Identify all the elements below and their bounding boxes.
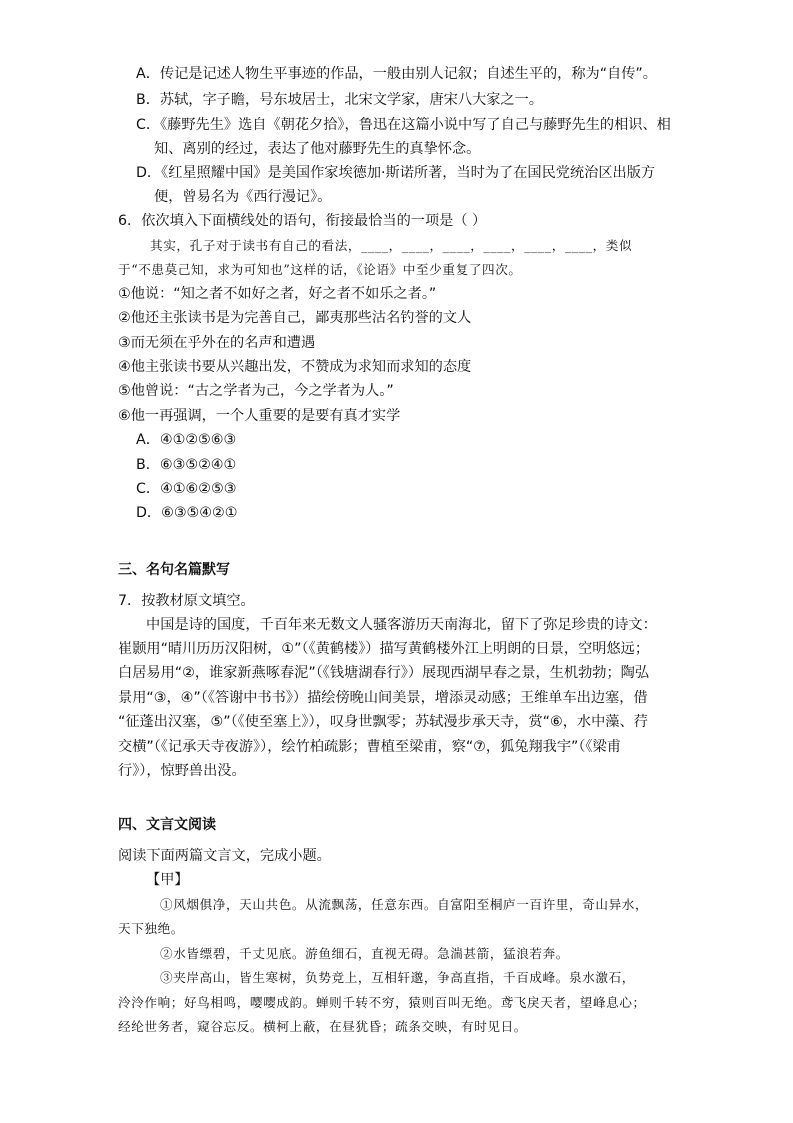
q6-sentence-2: ②他还主张读书是为完善自己，鄙夷那些沽名钓誉的文人	[118, 310, 472, 326]
q5-option-c: C．《藤野先生》选自《朝花夕拾》，鲁迅在这篇小说中写了自己与藤野先生的相识、相	[136, 117, 671, 133]
section4-intro: 阅读下面两篇文言文，完成小题。	[118, 848, 331, 864]
section3-heading: 三、名句名篇默写	[118, 562, 230, 578]
q6-choice-b: B．⑥③⑤②④①	[136, 457, 237, 473]
q6-stem: 6．依次填入下面横线处的语句，衔接最恰当的一项是（ ）	[118, 213, 487, 229]
q6-passage-line1: 其实，孔子对于读书有自己的看法，____，____，____，____，____，____，类似	[150, 238, 633, 253]
q6-sentence-5: ⑤他曾说：“古之学者为己，今之学者为人。”	[118, 383, 394, 399]
q6-sentence-4: ④他主张读书要从兴趣出发，不赞成为求知而求知的态度	[118, 359, 472, 375]
q7-line-7: 行》），惊野兽出没。	[118, 763, 246, 779]
q6-sentence-1: ①他说：“知之者不如好之者，好之者不如乐之者。”	[118, 286, 437, 302]
jia-para1-line1: ①风烟俱净，天山共色。从流飘荡，任意东西。自富阳至桐庐一百许里，奇山异水，	[160, 897, 649, 912]
q7-line-4: 景用“③，④”（《答谢中书书》）描绘傍晚山间美景，增添灵动感；王维单车出边塞，借	[118, 690, 648, 706]
q6-sentence-3: ③而无须在乎外在的名声和遭遇	[118, 335, 316, 351]
jia-para3-line3: 经纶世务者，窥谷忘反。横柯上蔽，在昼犹昏；疏条交映，有时见日。	[118, 1019, 528, 1034]
jia-label: 【甲】	[146, 872, 189, 888]
q7-stem: 7．按教材原文填空。	[118, 593, 255, 609]
q6-choice-d: D．⑥③⑤④②①	[136, 505, 238, 521]
q5-option-d-cont: 便，曾易名为《西行漫记》。	[154, 189, 332, 205]
q6-choice-a: A．④①②⑤⑥③	[136, 432, 237, 448]
q5-option-d: D．《红星照耀中国》是美国作家埃德加·斯诺所著，当时为了在国民党统治区出版方	[136, 165, 656, 181]
jia-para3-line1: ③夹岸高山，皆生寒树，负势竞上，互相轩邈，争高直指，千百成峰。泉水激石，	[160, 970, 635, 985]
q7-line-2: 崔颢用“晴川历历汉阳树，①”（《黄鹤楼》）描写黄鹤楼外江上明朗的日景，空明悠远；	[118, 641, 650, 657]
q6-sentence-6: ⑥他一再强调，一个人重要的是要有真才实学	[118, 408, 401, 424]
q7-line-1: 中国是诗的国度，千百年来无数文人骚客游历天南海北，留下了弥足珍贵的诗文：	[146, 617, 657, 633]
q7-line-3: 白居易用“②，谁家新燕啄春泥”（《钱塘湖春行》）展现西湖早春之景，生机勃勃；陶弘	[118, 665, 650, 681]
jia-para2-line1: ②水皆缥碧，千丈见底。游鱼细石，直视无碍。急湍甚箭，猛浪若奔。	[160, 946, 570, 961]
section4-heading: 四、文言文阅读	[118, 817, 216, 833]
q5-option-a: A．传记是记述人物生平事迹的作品，一般由别人记叙；自述生平的，称为“自传”。	[136, 66, 657, 82]
jia-para3-line2: 泠泠作响；好鸟相鸣，嘤嘤成韵。蝉则千转不穷，猿则百叫无绝。鸢飞戾天者，望峰息心；	[118, 995, 646, 1010]
q5-option-c-cont: 知、离别的经过，表达了他对藤野先生的真挚怀念。	[154, 141, 481, 157]
q6-choice-c: C．④①⑥②⑤③	[136, 481, 237, 497]
jia-para1-line2: 天下独绝。	[118, 921, 184, 936]
q6-passage-line2: 于“不患莫己知，求为可知也”这样的话，《论语》中至少重复了四次。	[118, 262, 522, 277]
q5-option-b: B．苏轼，字子瞻，号东坡居士，北宋文学家，唐宋八大家之一。	[136, 92, 543, 108]
q7-line-5: “征蓬出汉塞，⑤”（《使至塞上》），叹身世飘零；苏轼漫步承天寺，赏“⑥，水中藻、荇	[118, 714, 648, 730]
q7-line-6: 交横”（《记承天寺夜游》），绘竹柏疏影；曹植至梁甫，察“⑦，狐兔翔我宇”（《梁甫	[118, 739, 621, 755]
